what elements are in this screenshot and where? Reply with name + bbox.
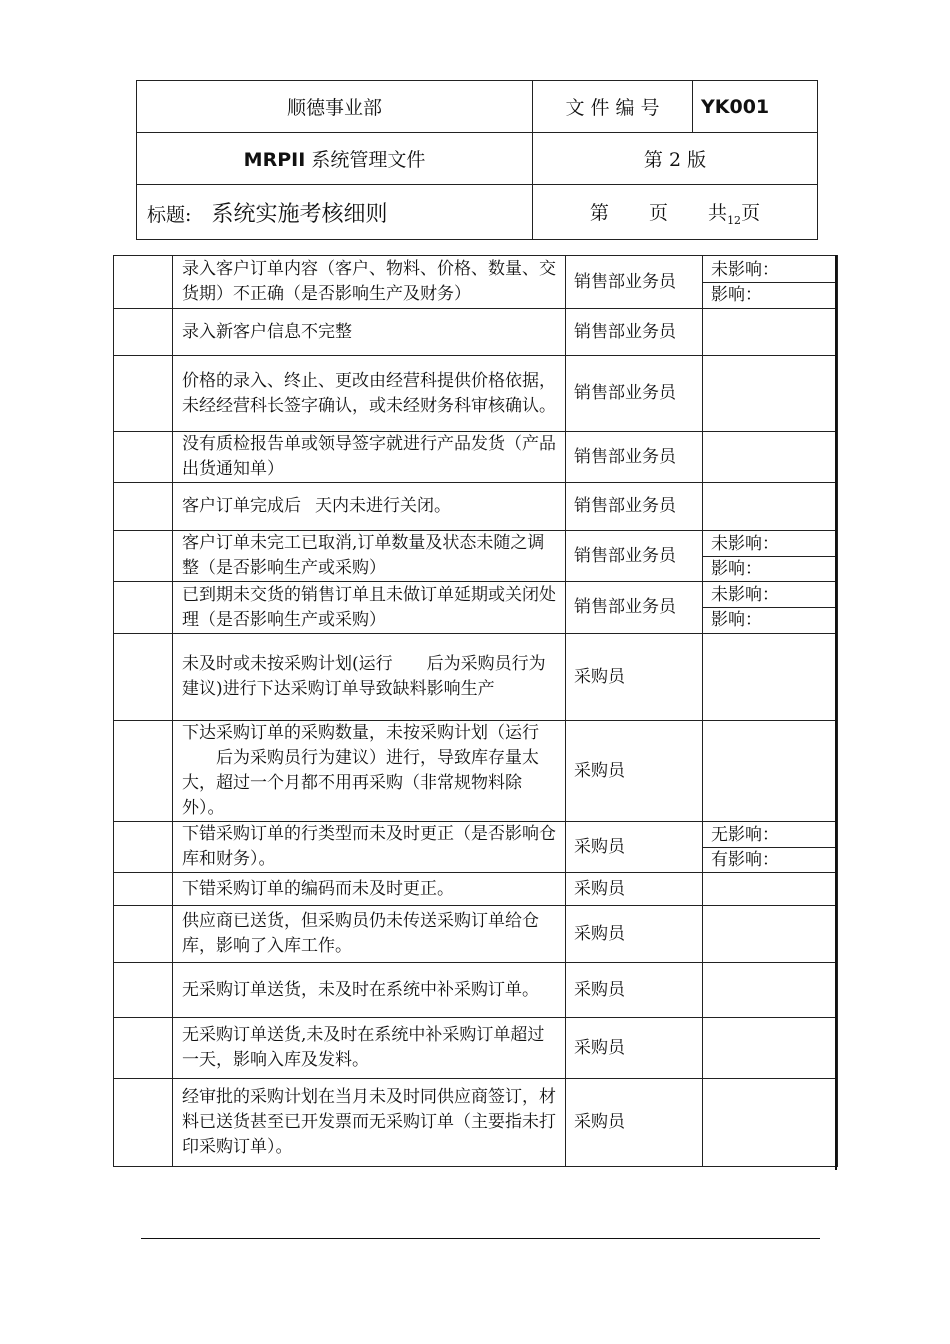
- title-label: 标题:: [147, 203, 192, 226]
- doc-number: YK001: [693, 81, 818, 133]
- table-right-border: [835, 255, 837, 1170]
- row-description: 经审批的采购计划在当月未及时同供应商签订，材料已送货甚至已开发票而无采购订单（主要指未打印采购订单）。: [173, 1079, 566, 1167]
- impact-cell: [703, 721, 838, 822]
- desc-part-a: 下达采购订单的采购数量，未按采购计划（运行: [182, 723, 539, 743]
- page-label-4: 页: [741, 201, 761, 224]
- row-description: 无采购订单送货，未及时在系统中补采购订单。: [173, 963, 566, 1018]
- desc-part-b: 天内未进行关闭。: [315, 496, 451, 516]
- empty-cell: [114, 256, 173, 309]
- empty-cell: [114, 582, 173, 634]
- row-role: 采购员: [566, 721, 703, 822]
- system-prefix: MRPII: [243, 149, 306, 171]
- impact-no: 未影响：: [711, 533, 779, 554]
- impact-cell: [703, 1079, 838, 1167]
- impact-cell: [703, 531, 838, 582]
- document-title: 系统实施考核细则: [211, 201, 388, 227]
- page-label-3: 共: [708, 201, 728, 224]
- impact-no: 未影响：: [711, 259, 779, 280]
- impact-cell: [703, 634, 838, 721]
- assessment-table: [113, 255, 838, 1167]
- row-role: 销售部业务员: [566, 531, 703, 582]
- footer-rule: [141, 1238, 820, 1239]
- row-role: 销售部业务员: [566, 256, 703, 309]
- row-description: 没有质检报告单或领导签字就进行产品发货（产品出货通知单）: [173, 432, 566, 483]
- impact-cell: [703, 432, 838, 483]
- page-total: 12: [727, 213, 742, 227]
- row-description: 客户订单未完工已取消,订单数量及状态未随之调整（是否影响生产或采购）: [173, 531, 566, 582]
- impact-cell: [703, 356, 838, 432]
- table-row: [114, 873, 838, 906]
- impact-cell: [703, 1018, 838, 1079]
- row-description: 录入新客户信息不完整: [173, 309, 566, 356]
- table-row: [114, 309, 838, 356]
- table-row: [114, 906, 838, 963]
- table-row: [114, 256, 838, 309]
- system-suffix: 系统管理文件: [311, 149, 426, 171]
- row-description: 供应商已送货，但采购员仍未传送采购订单给仓库，影响了入库工作。: [173, 906, 566, 963]
- empty-cell: [114, 822, 173, 873]
- table-row: [114, 721, 838, 822]
- impact-yes: 有影响：: [703, 847, 837, 872]
- row-role: 销售部业务员: [566, 356, 703, 432]
- system-cell: [137, 133, 533, 185]
- impact-cell: [703, 309, 838, 356]
- row-description: [173, 634, 566, 721]
- row-description: 已到期未交货的销售订单且未做订单延期或关闭处理（是否影响生产或采购）: [173, 582, 566, 634]
- impact-cell: [703, 483, 838, 531]
- desc-part-a: 客户订单完成后: [182, 496, 301, 516]
- empty-cell: [114, 432, 173, 483]
- row-description: 价格的录入、终止、更改由经营科提供价格依据，未经经营科长签字确认，或未经财务科审核确认。: [173, 356, 566, 432]
- empty-cell: [114, 721, 173, 822]
- table-row: [114, 432, 838, 483]
- version-cell: 第 2 版: [533, 133, 818, 185]
- row-role: 销售部业务员: [566, 309, 703, 356]
- empty-cell: [114, 1018, 173, 1079]
- empty-cell: [114, 963, 173, 1018]
- row-description: 下错采购订单的编码而未及时更正。: [173, 873, 566, 906]
- impact-cell: [703, 873, 838, 906]
- row-role: 采购员: [566, 634, 703, 721]
- title-cell: [137, 185, 533, 240]
- page-label-1: 第: [589, 201, 609, 224]
- impact-yes: 影响：: [703, 282, 837, 307]
- impact-cell: [703, 963, 838, 1018]
- table-row: [114, 483, 838, 531]
- row-description: 无采购订单送货,未及时在系统中补采购订单超过一天，影响入库及发料。: [173, 1018, 566, 1079]
- impact-cell: [703, 582, 838, 634]
- doc-number-label: 文 件 编 号: [533, 81, 693, 133]
- row-role: 采购员: [566, 822, 703, 873]
- department-cell: 顺德事业部: [137, 81, 533, 133]
- desc-part-a: 未及时或未按采购计划(运行: [182, 654, 393, 674]
- row-role: 销售部业务员: [566, 582, 703, 634]
- document-header: [136, 80, 818, 240]
- table-row: [114, 634, 838, 721]
- impact-yes: 影响：: [703, 607, 837, 632]
- impact-cell: [703, 906, 838, 963]
- empty-cell: [114, 483, 173, 531]
- table-row: [114, 822, 838, 873]
- row-role: 采购员: [566, 1079, 703, 1167]
- impact-no: 无影响：: [711, 824, 779, 845]
- row-role: 采购员: [566, 963, 703, 1018]
- impact-yes: 影响：: [703, 556, 837, 581]
- row-description: 下错采购订单的行类型而未及时更正（是否影响仓库和财务）。: [173, 822, 566, 873]
- desc-part-b: 后为采购员行为建议)进行下达采购订单导致缺料影响生产: [182, 654, 546, 699]
- impact-cell: [703, 822, 838, 873]
- table-row: [114, 531, 838, 582]
- impact-cell: [703, 256, 838, 309]
- empty-cell: [114, 906, 173, 963]
- row-role: 采购员: [566, 873, 703, 906]
- empty-cell: [114, 531, 173, 582]
- row-description: [173, 483, 566, 531]
- empty-cell: [114, 356, 173, 432]
- row-description: 录入客户订单内容（客户、物料、价格、数量、交货期）不正确（是否影响生产及财务）: [173, 256, 566, 309]
- table-row: [114, 1079, 838, 1167]
- empty-cell: [114, 634, 173, 721]
- row-role: 采购员: [566, 906, 703, 963]
- page-cell: [533, 185, 818, 240]
- table-row: [114, 1018, 838, 1079]
- page-label-2: 页: [648, 201, 668, 224]
- empty-cell: [114, 309, 173, 356]
- impact-no: 未影响：: [711, 585, 779, 605]
- table-row: [114, 356, 838, 432]
- empty-cell: [114, 1079, 173, 1167]
- row-role: 销售部业务员: [566, 483, 703, 531]
- row-role: 销售部业务员: [566, 432, 703, 483]
- desc-part-b: 后为采购员行为建议）进行，导致库存量太大，超过一个月都不用再采购（非常规物料除外）。: [182, 748, 539, 818]
- table-row: [114, 582, 838, 634]
- table-row: [114, 963, 838, 1018]
- row-role: 采购员: [566, 1018, 703, 1079]
- empty-cell: [114, 873, 173, 906]
- row-description: [173, 721, 566, 822]
